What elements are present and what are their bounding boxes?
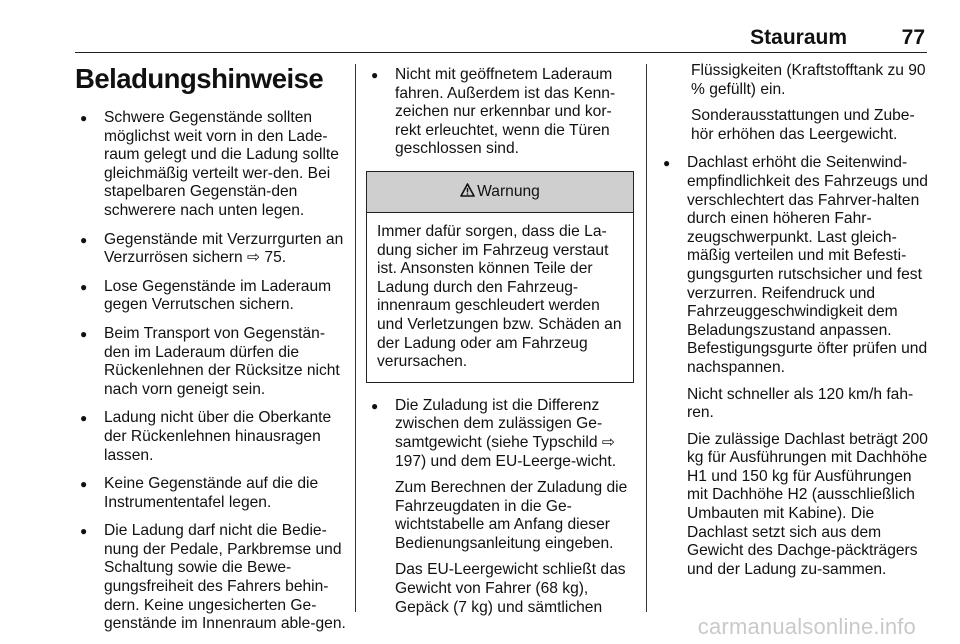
column-divider-1: [355, 64, 356, 612]
list-item-paragraph: ● Gegenstände mit Verzurrgurten an Verzurrösen sichern ⇨ 75.: [104, 230, 344, 267]
continued-paragraph: Sonderausstattungen und Zube-hör erhöhen das Leergewicht.: [691, 107, 915, 143]
list-item-paragraph: ● Nicht mit geöffnetem Laderaum fahren. Außerdem ist das Kenn-zeichen nur erkennbar und kor-rekt erleuchtet, wenn die Türen geschlossen sind.: [395, 66, 616, 158]
header-section-title: Stauraum: [750, 26, 847, 49]
page-header: [75, 26, 925, 50]
column-2: [366, 62, 634, 627]
bullet-list-2b: [366, 397, 634, 618]
list-item-paragraph: ● Die Ladung darf nicht die Bedie-nung der Pedale, Parkbremse und Schaltung sowie die Bewe-gungsfreiheit des Fahrers behin-dern. Keine ungesicherten Ge-genstände im Innenraum able-gen.: [104, 522, 346, 633]
list-item-paragraph: ● Keine Gegenstände auf die die Instrumententafel legen.: [104, 475, 319, 511]
list-item-paragraph: ● Schwere Gegenstände sollten möglichst weit vorn in den Lade-raum gelegt und die Ladung sollte gleichmäßig verteilt wer-den. Bei stapelbaren Gegenstän-den schwerere nach unten legen.: [104, 109, 339, 219]
page-number: 77: [901, 26, 925, 49]
warning-text: Immer dafür sorgen, dass die La-dung sicher im Fahrzeug verstaut ist. Ansonsten können Teile der Ladung durch den Fahrzeug-innenraum geschleudert werden und Verletzungen bzw. Schäden an der Ladung oder am Fahrzeug verursachen.: [377, 222, 622, 371]
list-item: [366, 66, 634, 159]
list-item-paragraph: Das EU-Leergewicht schließt das Gewicht von Fahrer (68 kg), Gepäck (7 kg) und sämtlichen: [395, 561, 626, 616]
list-item: [75, 109, 351, 221]
list-item-paragraph: ● Ladung nicht über die Oberkante der Rückenlehnen hinausragen lassen.: [104, 409, 332, 464]
list-item-paragraph: ● Die Zuladung ist die Differenz zwischen dem zulässigen Ge-samtgewicht (siehe Typschild ⇨ 197) und dem EU-Leerge-wicht.: [395, 396, 617, 470]
list-item-paragraph: Nicht schneller als 120 km/h fah-ren.: [687, 385, 914, 422]
list-item: [658, 154, 930, 579]
list-item-paragraph: ● Lose Gegenstände im Laderaum gegen Verrutschen sichern.: [104, 277, 332, 314]
list-item: [75, 475, 351, 512]
list-item: [366, 397, 634, 618]
column-3: [658, 62, 930, 589]
list-item-paragraph: ● Dachlast erhöht die Seitenwind-empfindlichkeit des Fahrzeugs und verschlechtert das Fahrver-halten durch einen höheren Fahr-zeugschwerpunkt. Last gleich-mäßig verteilen und mit Befesti-gungsgurten rutschsicher und fest verzurren. Reifendruck und Fahrzeuggeschwindigkeit dem Beladungszustand anpassen. Befestigungsgurte öfter prüfen und nachspannen.: [687, 154, 928, 376]
continued-text: [658, 62, 930, 144]
warning-box: [366, 171, 634, 383]
list-item: [75, 409, 351, 465]
list-item: [75, 325, 351, 399]
bullet-list-2a: [366, 66, 634, 159]
list-item: [75, 278, 351, 315]
warning-triangle-icon: [460, 172, 475, 212]
list-item: [75, 231, 351, 268]
warning-header: [367, 172, 633, 213]
watermark: carmanualsonline.info: [697, 614, 916, 639]
warning-title: Warnung: [477, 182, 540, 200]
header-divider: [75, 52, 927, 53]
bullet-list-1: [75, 109, 351, 634]
section-title: Beladungshinweise: [75, 63, 324, 94]
list-item: [75, 522, 351, 634]
list-item-paragraph: Zum Berechnen der Zuladung die Fahrzeugdaten in die Ge-wichtstabelle am Anfang dieser Bedienungsanleitung eingeben.: [395, 479, 628, 552]
list-item-paragraph: Die zulässige Dachlast beträgt 200 kg für Ausführungen mit Dachhöhe H1 und 150 kg für Ausführungen mit Dachhöhe H2 (ausschließlich Umbauten mit Kabine). Die Dachlast setzt sich aus dem Gewicht des Dachge-päckträgers und der Ladung zu-sammen.: [687, 430, 928, 578]
continued-paragraph: Flüssigkeiten (Kraftstofftank zu 90 % gefüllt) ein.: [691, 62, 926, 98]
column-1: [75, 62, 351, 644]
bullet-list-3: [658, 154, 930, 579]
list-item-paragraph: ● Beim Transport von Gegenstän-den im Laderaum dürfen die Rückenlehnen der Rücksitze nicht nach vorn geneigt sein.: [104, 324, 340, 398]
column-divider-2: [646, 64, 647, 612]
